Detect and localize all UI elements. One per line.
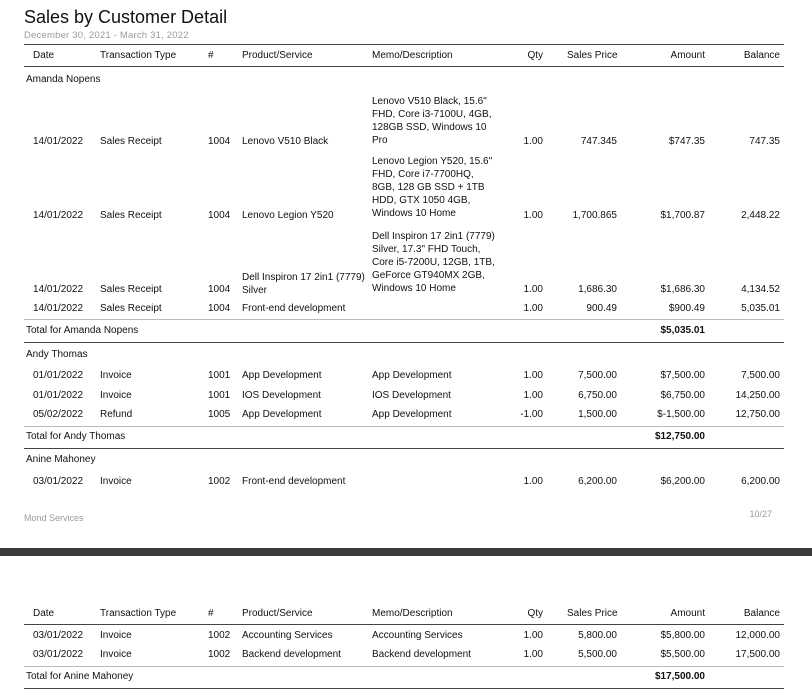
amount-cell: $6,750.00: [660, 390, 705, 401]
col-type-header: Transaction Type: [100, 50, 177, 61]
balance-cell: 14,250.00: [735, 390, 780, 401]
amount-cell: $7,500.00: [660, 370, 705, 381]
section-rule: [24, 342, 784, 343]
memo-cell: App Development: [372, 409, 452, 420]
type-cell: Sales Receipt: [100, 210, 162, 221]
col-qty-header: Qty: [527, 608, 543, 619]
price-cell: 900.49: [586, 303, 617, 314]
qty-cell: 1.00: [523, 649, 543, 660]
qty-cell: 1.00: [523, 390, 543, 401]
product-cell: Front-end development: [242, 476, 346, 487]
header-bottom-rule: [24, 624, 784, 625]
amount-cell: $-1,500.00: [657, 409, 705, 420]
date-cell: 03/01/2022: [33, 649, 84, 660]
num-cell: 1005: [208, 409, 231, 420]
price-cell: 1,686.30: [578, 284, 617, 295]
price-cell: 6,200.00: [578, 476, 617, 487]
product-cell: IOS Development: [242, 390, 321, 401]
col-balance-header: Balance: [743, 608, 780, 619]
col-qty-header: Qty: [527, 50, 543, 61]
col-num-header: #: [208, 50, 214, 61]
col-price-header: Sales Price: [567, 50, 618, 61]
date-cell: 14/01/2022: [33, 284, 84, 295]
section-rule: [24, 688, 784, 689]
col-date-header: Date: [33, 50, 55, 61]
qty-cell: 1.00: [523, 476, 543, 487]
balance-cell: 5,035.01: [741, 303, 780, 314]
date-cell: 03/01/2022: [33, 630, 84, 641]
product-cell: App Development: [242, 409, 322, 420]
memo-cell: IOS Development: [372, 390, 451, 401]
amount-cell: $6,200.00: [660, 476, 705, 487]
product-cell: Dell Inspiron 17 2in1 (7779) Silver: [242, 272, 365, 296]
date-cell: 14/01/2022: [33, 136, 84, 147]
header-top-rule: [24, 44, 784, 45]
memo-cell: Lenovo V510 Black, 15.6" FHD, Core i3-7100U, 4GB, 128GB SSD, Windows 10 Pro: [372, 96, 492, 146]
customer-name: Anine Mahoney: [26, 454, 96, 465]
balance-cell: 6,200.00: [741, 476, 780, 487]
type-cell: Invoice: [100, 649, 132, 660]
num-cell: 1002: [208, 476, 231, 487]
amount-cell: $900.49: [668, 303, 705, 314]
date-cell: 01/01/2022: [33, 370, 84, 381]
col-product-header: Product/Service: [242, 608, 313, 619]
product-cell: Front-end development: [242, 303, 346, 314]
balance-cell: 12,750.00: [735, 409, 780, 420]
type-cell: Invoice: [100, 630, 132, 641]
qty-cell: 1.00: [523, 210, 543, 221]
num-cell: 1004: [208, 210, 231, 221]
type-cell: Invoice: [100, 476, 132, 487]
section-rule: [24, 448, 784, 449]
report-date-range: December 30, 2021 - March 31, 2022: [24, 30, 189, 41]
num-cell: 1002: [208, 630, 231, 641]
date-cell: 05/02/2022: [33, 409, 84, 420]
num-cell: 1001: [208, 370, 231, 381]
total-rule: [24, 319, 784, 320]
customer-total-amount: $5,035.01: [660, 325, 705, 336]
customer-total-label: Total for Amanda Nopens: [26, 325, 139, 336]
qty-cell: 1.00: [523, 284, 543, 295]
col-price-header: Sales Price: [567, 608, 618, 619]
type-cell: Sales Receipt: [100, 284, 162, 295]
amount-cell: $1,700.87: [660, 210, 705, 221]
col-type-header: Transaction Type: [100, 608, 177, 619]
qty-cell: 1.00: [523, 303, 543, 314]
col-amount-header: Amount: [670, 50, 705, 61]
num-cell: 1002: [208, 649, 231, 660]
balance-cell: 17,500.00: [735, 649, 780, 660]
company-footer: Mond Services: [24, 513, 84, 523]
price-cell: 5,800.00: [578, 630, 617, 641]
type-cell: Sales Receipt: [100, 136, 162, 147]
balance-cell: 747.35: [749, 136, 780, 147]
type-cell: Sales Receipt: [100, 303, 162, 314]
balance-cell: 12,000.00: [735, 630, 780, 641]
customer-total-amount: $17,500.00: [654, 671, 705, 682]
date-cell: 03/01/2022: [33, 476, 84, 487]
amount-cell: $5,500.00: [660, 649, 705, 660]
balance-cell: 7,500.00: [741, 370, 780, 381]
col-memo-header: Memo/Description: [372, 50, 453, 61]
page-break: [0, 548, 812, 556]
amount-cell: $1,686.30: [660, 284, 705, 295]
col-memo-header: Memo/Description: [372, 608, 453, 619]
amount-cell: $5,800.00: [660, 630, 705, 641]
balance-cell: 4,134.52: [741, 284, 780, 295]
amount-cell: $747.35: [668, 136, 705, 147]
customer-name: Andy Thomas: [26, 349, 88, 360]
type-cell: Invoice: [100, 390, 132, 401]
col-amount-header: Amount: [670, 608, 705, 619]
col-product-header: Product/Service: [242, 50, 313, 61]
product-cell: Lenovo V510 Black: [242, 136, 329, 147]
price-cell: 1,700.865: [572, 210, 617, 221]
qty-cell: 1.00: [523, 136, 543, 147]
product-cell: Accounting Services: [242, 630, 333, 641]
col-date-header: Date: [33, 608, 55, 619]
product-cell: Lenovo Legion Y520: [242, 210, 334, 221]
price-cell: 7,500.00: [578, 370, 617, 381]
memo-cell: Backend development: [372, 649, 471, 660]
total-rule: [24, 666, 784, 667]
qty-cell: -1.00: [520, 409, 543, 420]
balance-cell: 2,448.22: [741, 210, 780, 221]
col-balance-header: Balance: [743, 50, 780, 61]
date-cell: 14/01/2022: [33, 210, 84, 221]
num-cell: 1004: [208, 284, 231, 295]
product-cell: Backend development: [242, 649, 341, 660]
customer-total-label: Total for Anine Mahoney: [26, 671, 134, 682]
memo-cell: Lenovo Legion Y520, 15.6" FHD, Core i7-7700HQ, 8GB, 128 GB SSD + 1TB HDD, GTX 1050 4GB, Windows 10 Home: [372, 156, 493, 219]
memo-cell: App Development: [372, 370, 452, 381]
col-num-header: #: [208, 608, 214, 619]
memo-cell: Dell Inspiron 17 2in1 (7779) Silver, 17.3" FHD Touch, Core i5-7200U, 12GB, 1TB, GeForce GT940MX 2GB, Windows 10 Home: [372, 231, 495, 294]
total-rule: [24, 426, 784, 427]
num-cell: 1001: [208, 390, 231, 401]
page-number: 10/27: [749, 509, 772, 519]
customer-total-label: Total for Andy Thomas: [26, 431, 126, 442]
type-cell: Invoice: [100, 370, 132, 381]
num-cell: 1004: [208, 303, 231, 314]
memo-cell: Accounting Services: [372, 630, 463, 641]
price-cell: 1,500.00: [578, 409, 617, 420]
price-cell: 747.345: [580, 136, 617, 147]
qty-cell: 1.00: [523, 630, 543, 641]
report-title: Sales by Customer Detail: [24, 7, 228, 27]
customer-name: Amanda Nopens: [26, 74, 101, 85]
product-cell: App Development: [242, 370, 322, 381]
num-cell: 1004: [208, 136, 231, 147]
date-cell: 14/01/2022: [33, 303, 84, 314]
price-cell: 5,500.00: [578, 649, 617, 660]
price-cell: 6,750.00: [578, 390, 617, 401]
qty-cell: 1.00: [523, 370, 543, 381]
type-cell: Refund: [100, 409, 133, 420]
date-cell: 01/01/2022: [33, 390, 84, 401]
header-bottom-rule: [24, 66, 784, 67]
customer-total-amount: $12,750.00: [654, 431, 705, 442]
